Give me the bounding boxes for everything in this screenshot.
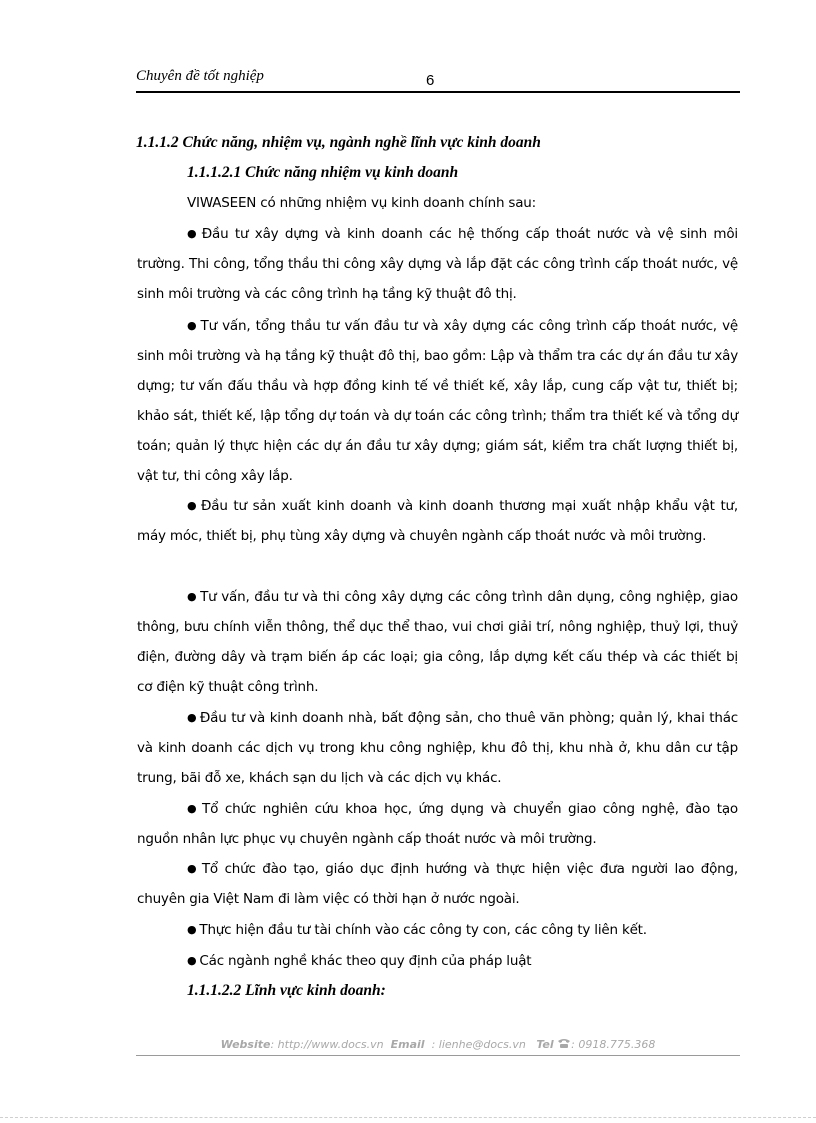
footer-website-label: Website xyxy=(220,1038,271,1051)
header-divider xyxy=(136,91,740,93)
bullet-icon: ● xyxy=(187,319,198,332)
bullet-icon: ● xyxy=(187,711,197,724)
list-item xyxy=(137,311,738,491)
bullet-icon: ● xyxy=(187,954,197,967)
page-edge xyxy=(0,1117,816,1118)
list-item xyxy=(137,854,738,914)
list-item-text: Các ngành nghề khác theo quy định của pháp luật xyxy=(199,953,532,969)
subsection-heading: 1.1.1.2.1 Chức năng nhiệm vụ kinh doanh xyxy=(187,164,459,181)
telephone-icon xyxy=(557,1038,571,1049)
footer xyxy=(136,1038,740,1051)
footer-tel-value: : 0918.775.368 xyxy=(571,1038,656,1051)
list-item xyxy=(137,794,738,854)
list-item-text: Đầu tư xây dựng và kinh doanh các hệ thống cấp thoát nước và vệ sinh môi trường. Thi công, tổng thầu thi công xây dựng và lắp đặt các công trình cấp thoát nước, vệ sinh môi trường và các công trình hạ tầng kỹ thuật đô thị. xyxy=(137,226,738,302)
footer-tel-label: Tel xyxy=(536,1038,554,1051)
footer-email-label: Email xyxy=(390,1038,425,1051)
footer-email-link[interactable]: : lienhe@docs.vn xyxy=(431,1038,526,1051)
bullet-icon: ● xyxy=(187,227,199,240)
subsection-heading-next: 1.1.1.2.2 Lĩnh vực kinh doanh: xyxy=(187,982,386,999)
list-item-text: Tổ chức đào tạo, giáo dục định hướng và thực hiện việc đưa người lao động, chuyên gia Việt Nam đi làm việc có thời hạn ở nước ngoài. xyxy=(137,861,738,907)
list-item xyxy=(137,946,738,976)
list-item-text: Đầu tư sản xuất kinh doanh và kinh doanh thương mại xuất nhập khẩu vật tư, máy móc, thiết bị, phụ tùng xây dựng và chuyên ngành cấp thoát nước và môi trường. xyxy=(137,498,738,544)
list-item-text: Tổ chức nghiên cứu khoa học, ứng dụng và chuyển giao công nghệ, đào tạo nguồn nhân lực phục vụ chuyên ngành cấp thoát nước và môi trường. xyxy=(137,801,738,847)
list-item xyxy=(137,703,738,793)
list-item xyxy=(137,491,738,551)
bullet-icon: ● xyxy=(187,590,198,603)
bullet-icon: ● xyxy=(187,923,197,936)
list-item-text: Tư vấn, tổng thầu tư vấn đầu tư và xây dựng các công trình cấp thoát nước, vệ sinh môi trường và hạ tầng kỹ thuật đô thị, bao gồm: Lập và thẩm tra các dự án đầu tư xây dựng; tư vấn đấu thầu và hợp đồng kinh tế về thiết kế, xây lắp, cung cấp vật tư, thiết bị; khảo sát, thiết kế, lập tổng dự toán và dự toán các công trình; thẩm tra thiết kế và tổng dự toán; quản lý thực hiện các dự án đầu tư xây dựng; giám sát, kiểm tra chất lượng thiết bị, vật tư, thi công xây lắp. xyxy=(137,318,739,484)
bullet-icon: ● xyxy=(187,499,199,512)
list-item-text: Đầu tư và kinh doanh nhà, bất động sản, cho thuê văn phòng; quản lý, khai thác và kinh doanh các dịch vụ trong khu công nghiệp, khu đô thị, khu nhà ở, khu dân cư tập trung, bãi đỗ xe, khách sạn du lịch và các dịch vụ khác. xyxy=(137,710,738,786)
list-item-text: Tư vấn, đầu tư và thi công xây dựng các công trình dân dụng, công nghiệp, giao thông, bưu chính viễn thông, thể dục thể thao, vui chơi giải trí, nông nghiệp, thuỷ lợi, thuỷ điện, đường dây và trạm biến áp các loại; gia công, lắp dựng kết cấu thép và các thiết bị cơ điện kỹ thuật công trình. xyxy=(137,589,738,695)
bullet-icon: ● xyxy=(187,802,200,815)
header-title: Chuyên đề tốt nghiệp xyxy=(136,68,264,84)
list-item xyxy=(137,582,738,702)
list-item-text: Thực hiện đầu tư tài chính vào các công ty con, các công ty liên kết. xyxy=(199,922,647,938)
footer-website-link[interactable]: : http://www.docs.vn xyxy=(270,1038,384,1051)
bullet-icon: ● xyxy=(187,862,199,875)
list-item xyxy=(137,915,738,945)
list-item xyxy=(137,219,738,309)
intro-paragraph: VIWASEEN có những nhiệm vụ kinh doanh chính sau: xyxy=(187,195,537,211)
section-heading: 1.1.1.2 Chức năng, nhiệm vụ, ngành nghề lĩnh vực kinh doanh xyxy=(136,134,541,151)
footer-divider xyxy=(136,1055,740,1056)
page-number: 6 xyxy=(426,72,435,89)
